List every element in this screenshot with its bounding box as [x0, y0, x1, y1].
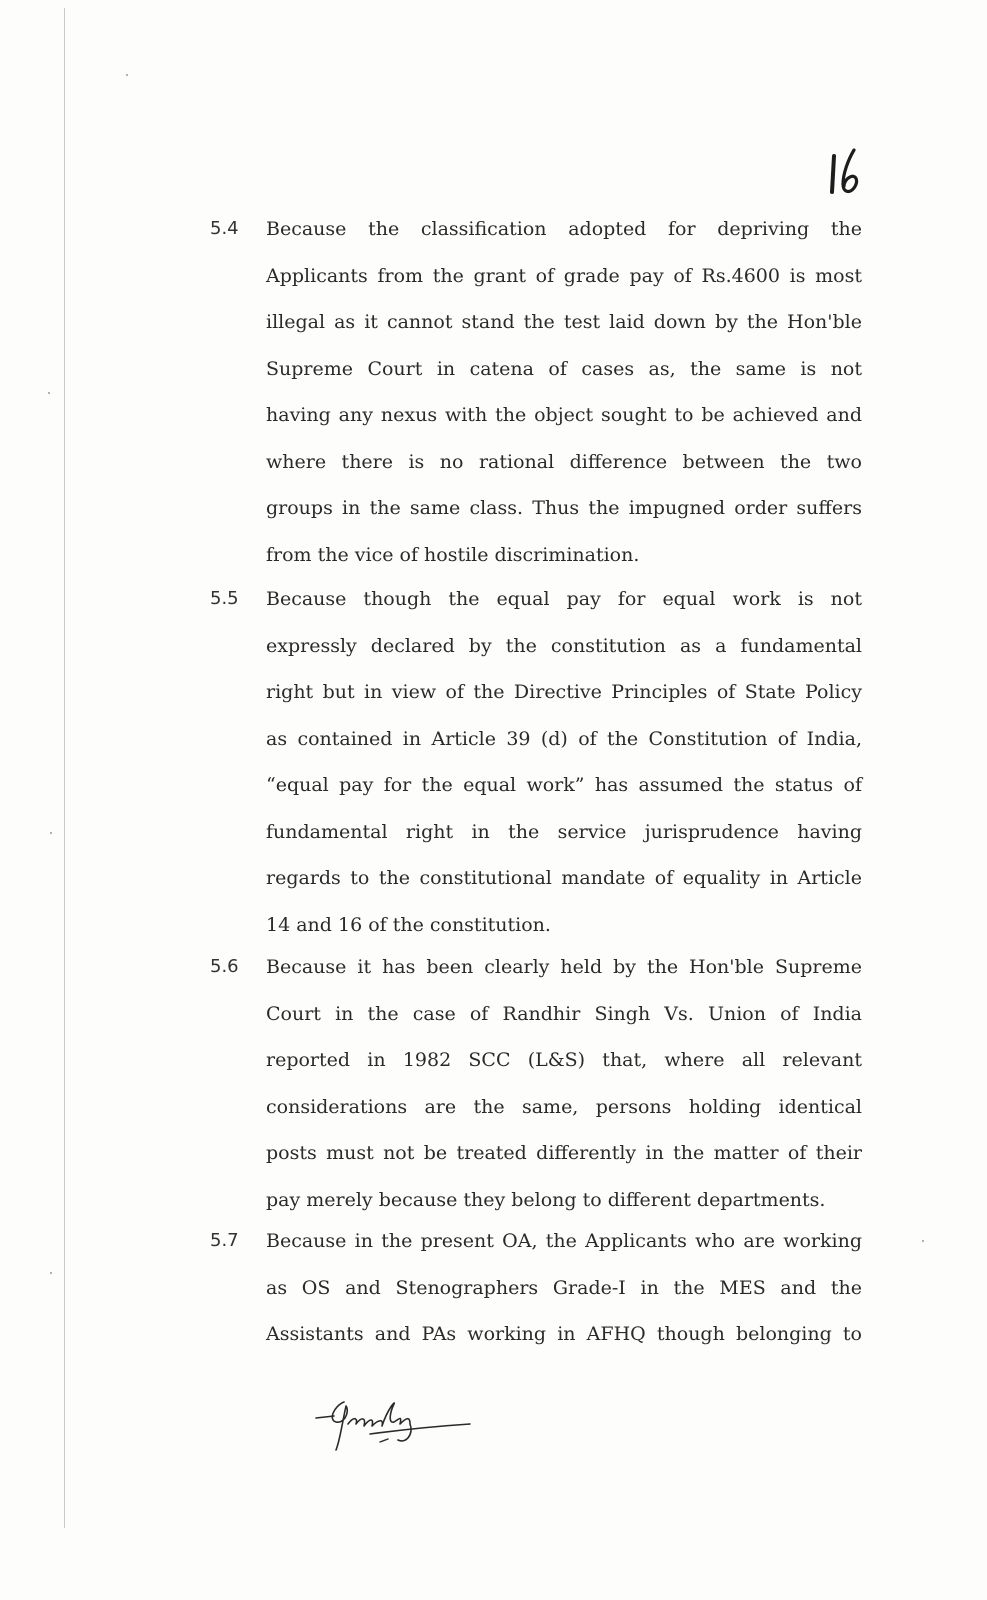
paragraph-number: 5.7	[210, 1230, 239, 1251]
text-line: pay merely because they belong to different departments.	[266, 1188, 826, 1211]
text-line: illegal as it cannot stand the test laid down by the Hon'ble	[266, 311, 862, 333]
text-line: right but in view of the Directive Principles of State Policy	[266, 681, 862, 703]
text-line: Because it has been clearly held by the Hon'ble Supreme	[266, 956, 862, 978]
paragraph-number: 5.4	[210, 218, 239, 239]
text-line: Assistants and PAs working in AFHQ though belonging to	[266, 1323, 862, 1345]
scan-speck	[48, 392, 50, 394]
text-line: Because though the equal pay for equal work is not	[266, 588, 862, 610]
handwritten-signature	[310, 1390, 480, 1460]
scan-speck	[50, 1272, 52, 1274]
paragraph-body	[266, 1230, 862, 1370]
left-margin-line	[64, 8, 65, 1528]
text-line: as OS and Stenographers Grade-I in the MES and the	[266, 1276, 862, 1299]
text-line: 14 and 16 of the constitution.	[266, 913, 551, 936]
text-line: fundamental right in the service jurisprudence having	[266, 820, 862, 843]
text-line: Applicants from the grant of grade pay of Rs.4600 is most	[266, 264, 862, 287]
paragraph-body	[266, 218, 862, 590]
text-line: “equal pay for the equal work” has assumed the status of	[266, 774, 862, 796]
text-line: regards to the constitutional mandate of equality in Article	[266, 867, 862, 889]
paragraph-body	[266, 956, 862, 1235]
text-line: as contained in Article 39 (d) of the Constitution of India,	[266, 727, 862, 750]
text-line: groups in the same class. Thus the impugned order suffers	[266, 497, 862, 519]
text-line: where there is no rational difference between the two	[266, 450, 862, 473]
text-line: Because in the present OA, the Applicants who are working	[266, 1230, 862, 1252]
text-line: reported in 1982 SCC (L&S) that, where all relevant	[266, 1049, 862, 1071]
text-line: posts must not be treated differently in the matter of their	[266, 1142, 862, 1164]
scan-speck	[922, 1240, 924, 1242]
text-line: considerations are the same, persons holding identical	[266, 1095, 862, 1118]
paragraph-number: 5.5	[210, 588, 239, 609]
paragraph-number: 5.6	[210, 956, 239, 977]
text-line: Supreme Court in catena of cases as, the same is not	[266, 357, 862, 380]
handwritten-page-number	[828, 148, 888, 218]
text-line: Court in the case of Randhir Singh Vs. Union of India	[266, 1002, 862, 1025]
text-line: from the vice of hostile discrimination.	[266, 543, 640, 566]
scan-speck	[50, 832, 52, 834]
text-line: Because the classification adopted for depriving the	[266, 218, 862, 240]
paragraph-body	[266, 588, 862, 960]
text-line: having any nexus with the object sought to be achieved and	[266, 404, 862, 426]
text-line: expressly declared by the constitution as a fundamental	[266, 634, 862, 657]
scan-speck	[126, 74, 128, 76]
